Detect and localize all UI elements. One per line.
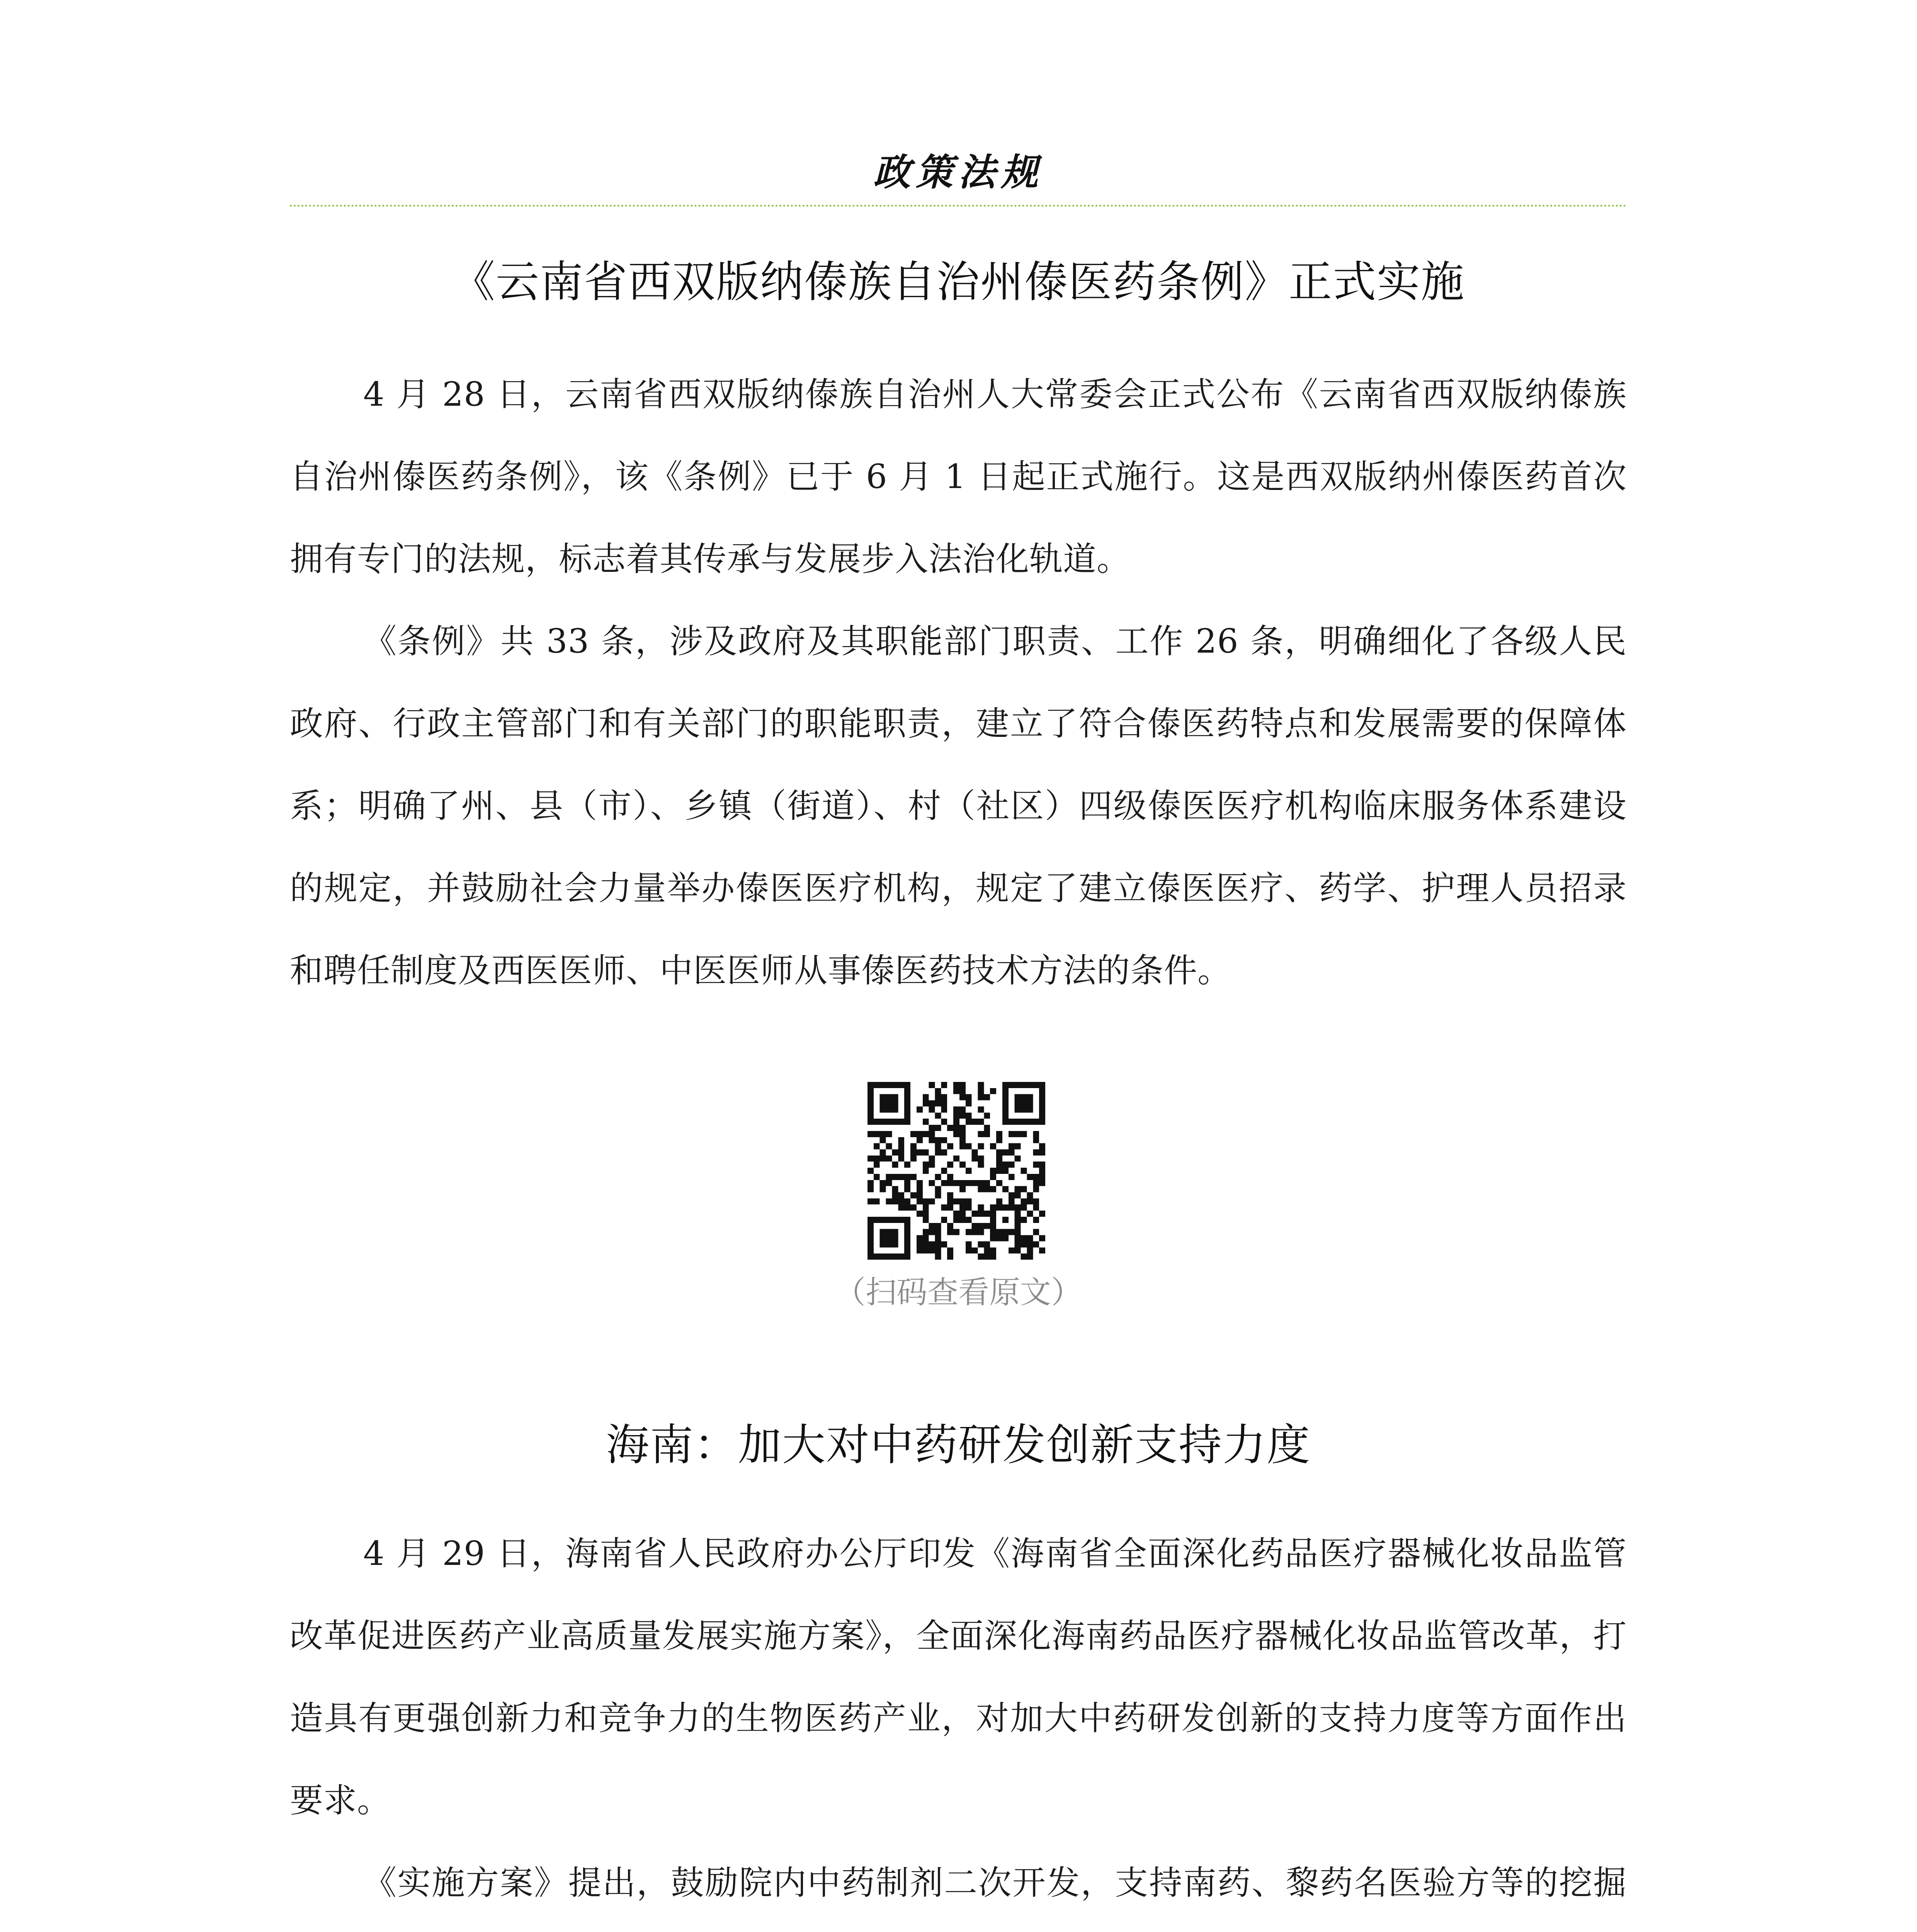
article-body-hainan: [290, 1513, 1627, 1932]
header-divider: [290, 205, 1627, 207]
section-header: 政策法规: [873, 150, 1043, 194]
article-body-yunnan: [290, 354, 1627, 1012]
paragraph: 4 月 29 日，海南省人民政府办公厅印发《海南省全面深化药品医疗器械化妆品监管改革促进医药产业高质量发展实施方案》，全面深化海南药品医疗器械化妆品监管改革，打造具有更强创新力和竞争力的生物医药产业，对加大中药研发创新的支持力度等方面作出要求。: [290, 1534, 1627, 1820]
paragraph: 《实施方案》提出，鼓励院内中药制剂二次开发，支持南药、黎药名医验方等的挖掘: [363, 1864, 1627, 1902]
article-title-yunnan: 《云南省西双版纳傣族自治州傣医药条例》正式实施: [452, 257, 1465, 307]
paragraph: 《条例》共 33 条，涉及政府及其职能部门职责、工作 26 条，明确细化了各级人民政府、行政主管部门和有关部门的职能职责，建立了符合傣医药特点和发展需要的保障体系；明确了州、县（市）、乡镇（街道）、村（社区）四级傣医医疗机构临床服务体系建设的规定，并鼓励社会力量举办傣医医疗机构，规定了建立傣医医疗、药学、护理人员招录和聘任制度及西医医师、中医医师从事傣医药技术方法的条件。: [290, 622, 1627, 990]
qr-code-icon[interactable]: [867, 1082, 1045, 1260]
paragraph: 4 月 28 日，云南省西双版纳傣族自治州人大常委会正式公布《云南省西双版纳傣族自治州傣医药条例》，该《条例》已于 6 月 1 日起正式施行。这是西双版纳州傣医药首次拥有专门的法规，标志着其传承与发展步入法治化轨道。: [290, 375, 1627, 578]
article-title-hainan: 海南：加大对中药研发创新支持力度: [606, 1420, 1311, 1470]
qr-code-graphic: [867, 1082, 1045, 1260]
qr-caption: （扫码查看原文）: [835, 1274, 1082, 1310]
